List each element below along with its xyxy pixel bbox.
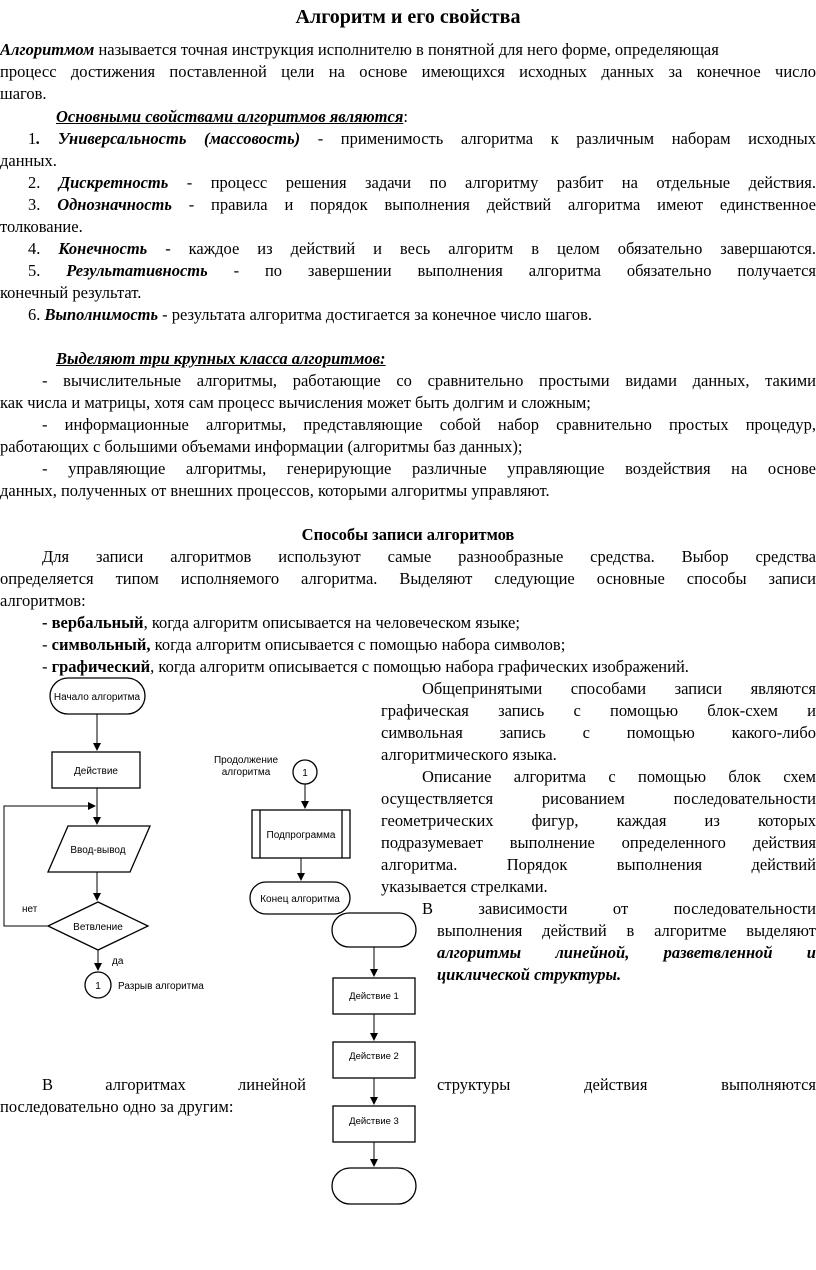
linear-end-terminator — [332, 1168, 416, 1204]
right-p1-line-3: символьная запись с помощью какого-либо — [381, 723, 816, 742]
property-item-1 — [28, 128, 816, 150]
linear-start-terminator — [332, 913, 416, 947]
methods-intro-2: определяется типом исполняемого алгоритма. Выделяют следующие основные способы записи — [0, 569, 816, 588]
property-item-2 — [28, 172, 816, 194]
right-p3-line-3: алгоритмы линейной, разветвленной и — [437, 943, 816, 962]
property-text: - каждое из действий и весь алгоритм в целом обязательно завершаются. — [147, 239, 816, 258]
method-text: , когда алгоритм описывается на человеческом языке; — [143, 613, 520, 632]
branch-label: Ветвление — [73, 922, 123, 933]
linear-step-2-label: Действие 2 — [349, 1051, 399, 1062]
right-p1-line-2: графическая запись с помощью блок-схем и — [381, 701, 816, 720]
property-item-3 — [28, 194, 816, 216]
linear-right-text: структуры действия выполняются — [437, 1075, 816, 1094]
property-num: 6. — [28, 305, 45, 324]
property-text: - правила и порядок выполнения действий алгоритма имеют единственное — [171, 195, 816, 214]
methods-intro-3: алгоритмов: — [0, 591, 86, 610]
property-item-6 — [28, 304, 816, 326]
classes-line-3: - информационные алгоритмы, представляющие собой набор сравнительно простых процедур, — [42, 415, 816, 434]
action-label: Действие — [74, 766, 118, 777]
classes-line-1: - вычислительные алгоритмы, работающие со сравнительно простыми видами данных, такими — [42, 371, 816, 390]
method-term: символьный, — [51, 635, 151, 654]
method-text: когда алгоритм описывается с помощью набора символов; — [150, 635, 566, 654]
definition-line-1 — [0, 39, 816, 61]
property-item-4 — [28, 238, 816, 260]
end-terminator-label: Конец алгоритма — [260, 894, 340, 905]
method-term: графический — [51, 657, 151, 676]
linear-step-3-label: Действие 3 — [349, 1116, 399, 1127]
classes-heading-text: Выделяют три крупных класса алгоритмов: — [56, 349, 386, 368]
method-prefix: - — [42, 657, 52, 676]
definition-term: Алгоритмом — [0, 40, 95, 59]
property-item-5 — [28, 260, 816, 282]
subprogram-label: Подпрограмма — [266, 830, 336, 841]
property-term: Однозначность — [57, 195, 172, 214]
io-label: Ввод-вывод — [70, 845, 126, 856]
linear-algorithm-diagram — [325, 910, 425, 1210]
definition-line-2: процесс достижения поставленной цели на основе имеющихся исходных данных за конечное число — [0, 62, 816, 81]
linear-line-2: последовательно одно за другим: — [0, 1097, 234, 1116]
properties-heading — [56, 106, 816, 128]
right-p3-line-2: выполнения действий в алгоритме выделяют — [437, 921, 816, 940]
property-num: 3. — [28, 195, 58, 214]
no-label: нет — [22, 904, 38, 915]
property-term: Результативность — [66, 261, 208, 280]
property-text: - применимость алгоритма к различным наборам исходных — [300, 129, 816, 148]
right-p1-line-1: Общепринятыми способами записи являются — [422, 679, 816, 698]
right-p2-line-1: Описание алгоритма с помощью блок схем — [422, 767, 816, 786]
property-text: - по завершении выполнения алгоритма обязательно получается — [207, 261, 816, 280]
break-connector-number: 1 — [95, 981, 101, 992]
property-text: - результата алгоритма достигается за конечное число шагов. — [158, 305, 592, 324]
right-p2-line-3: геометрических фигур, каждая из которых — [381, 811, 816, 830]
property-num: 4. — [28, 239, 59, 258]
method-term: - вербальный — [42, 613, 144, 632]
classes-heading — [56, 348, 816, 370]
right-p2-line-2: осуществляется рисованием последовательности — [381, 789, 816, 808]
property-item-1-cont: данных. — [0, 151, 57, 170]
property-term: . Универсальность (массовость) — [36, 129, 301, 148]
flowchart-subprogram-diagram — [200, 750, 360, 920]
right-p3-line-4: циклической структуры. — [437, 965, 622, 984]
linear-step-1-label: Действие 1 — [349, 991, 399, 1002]
method-prefix: - — [42, 635, 52, 654]
flowchart-symbols-lower — [0, 968, 240, 1004]
property-item-5-cont: конечный результат. — [0, 283, 142, 302]
classes-line-4: работающих с большими объемами информации (алгоритмы баз данных); — [0, 437, 523, 456]
linear-left-text: В алгоритмах линейной — [42, 1075, 306, 1094]
method-text: , когда алгоритм описывается с помощью набора графических изображений. — [150, 657, 689, 676]
definition-text-1: называется точная инструкция исполнителю в понятной для него форме, определяющая — [94, 40, 719, 59]
classes-line-6: данных, полученных от внешних процессов, которыми алгоритмы управляют. — [0, 481, 550, 500]
properties-heading-text: Основными свойствами алгоритмов являются — [56, 107, 404, 126]
property-num: 5. — [28, 261, 67, 280]
definition-line-3: шагов. — [0, 84, 47, 103]
right-p2-line-5: алгоритма. Порядок выполнения действий — [381, 855, 816, 874]
methods-heading: Способы записи алгоритмов — [301, 525, 515, 544]
continuation-connector-number: 1 — [302, 768, 308, 779]
yes-label: да — [112, 956, 124, 967]
property-term: Конечность — [58, 239, 148, 258]
property-text: - процесс решения задачи по алгоритму разбит на отдельные действия. — [168, 173, 816, 192]
continuation-label-2: алгоритма — [221, 767, 271, 778]
property-num: 1 — [28, 129, 37, 148]
property-term: Выполнимость — [44, 305, 159, 324]
right-p2-line-4: подразумевает выполнение определенного действия — [381, 833, 816, 852]
right-p2-line-6: указывается стрелками. — [381, 877, 548, 896]
continuation-label-1: Продолжение — [213, 755, 279, 766]
properties-heading-colon: : — [403, 107, 408, 126]
start-terminator-label: Начало алгоритма — [53, 692, 141, 703]
right-p3-line-1: В зависимости от последовательности — [422, 899, 816, 918]
property-item-3-cont: толкование. — [0, 217, 83, 236]
property-term: Дискретность — [58, 173, 169, 192]
right-p1-line-4: алгоритмического языка. — [381, 745, 557, 764]
classes-line-5: - управляющие алгоритмы, генерирующие различные управляющие воздействия на основе — [42, 459, 816, 478]
classes-line-2: как числа и матрицы, хотя сам процесс вычисления может быть долгим и сложным; — [0, 393, 591, 412]
property-num: 2. — [28, 173, 59, 192]
method-symbolic — [42, 634, 816, 656]
methods-intro-1: Для записи алгоритмов используют самые разнообразные средства. Выбор средства — [42, 547, 816, 566]
method-verbal — [42, 612, 816, 634]
page-title: Алгоритм и его свойства — [295, 6, 521, 28]
break-label: Разрыв алгоритма — [118, 981, 204, 992]
